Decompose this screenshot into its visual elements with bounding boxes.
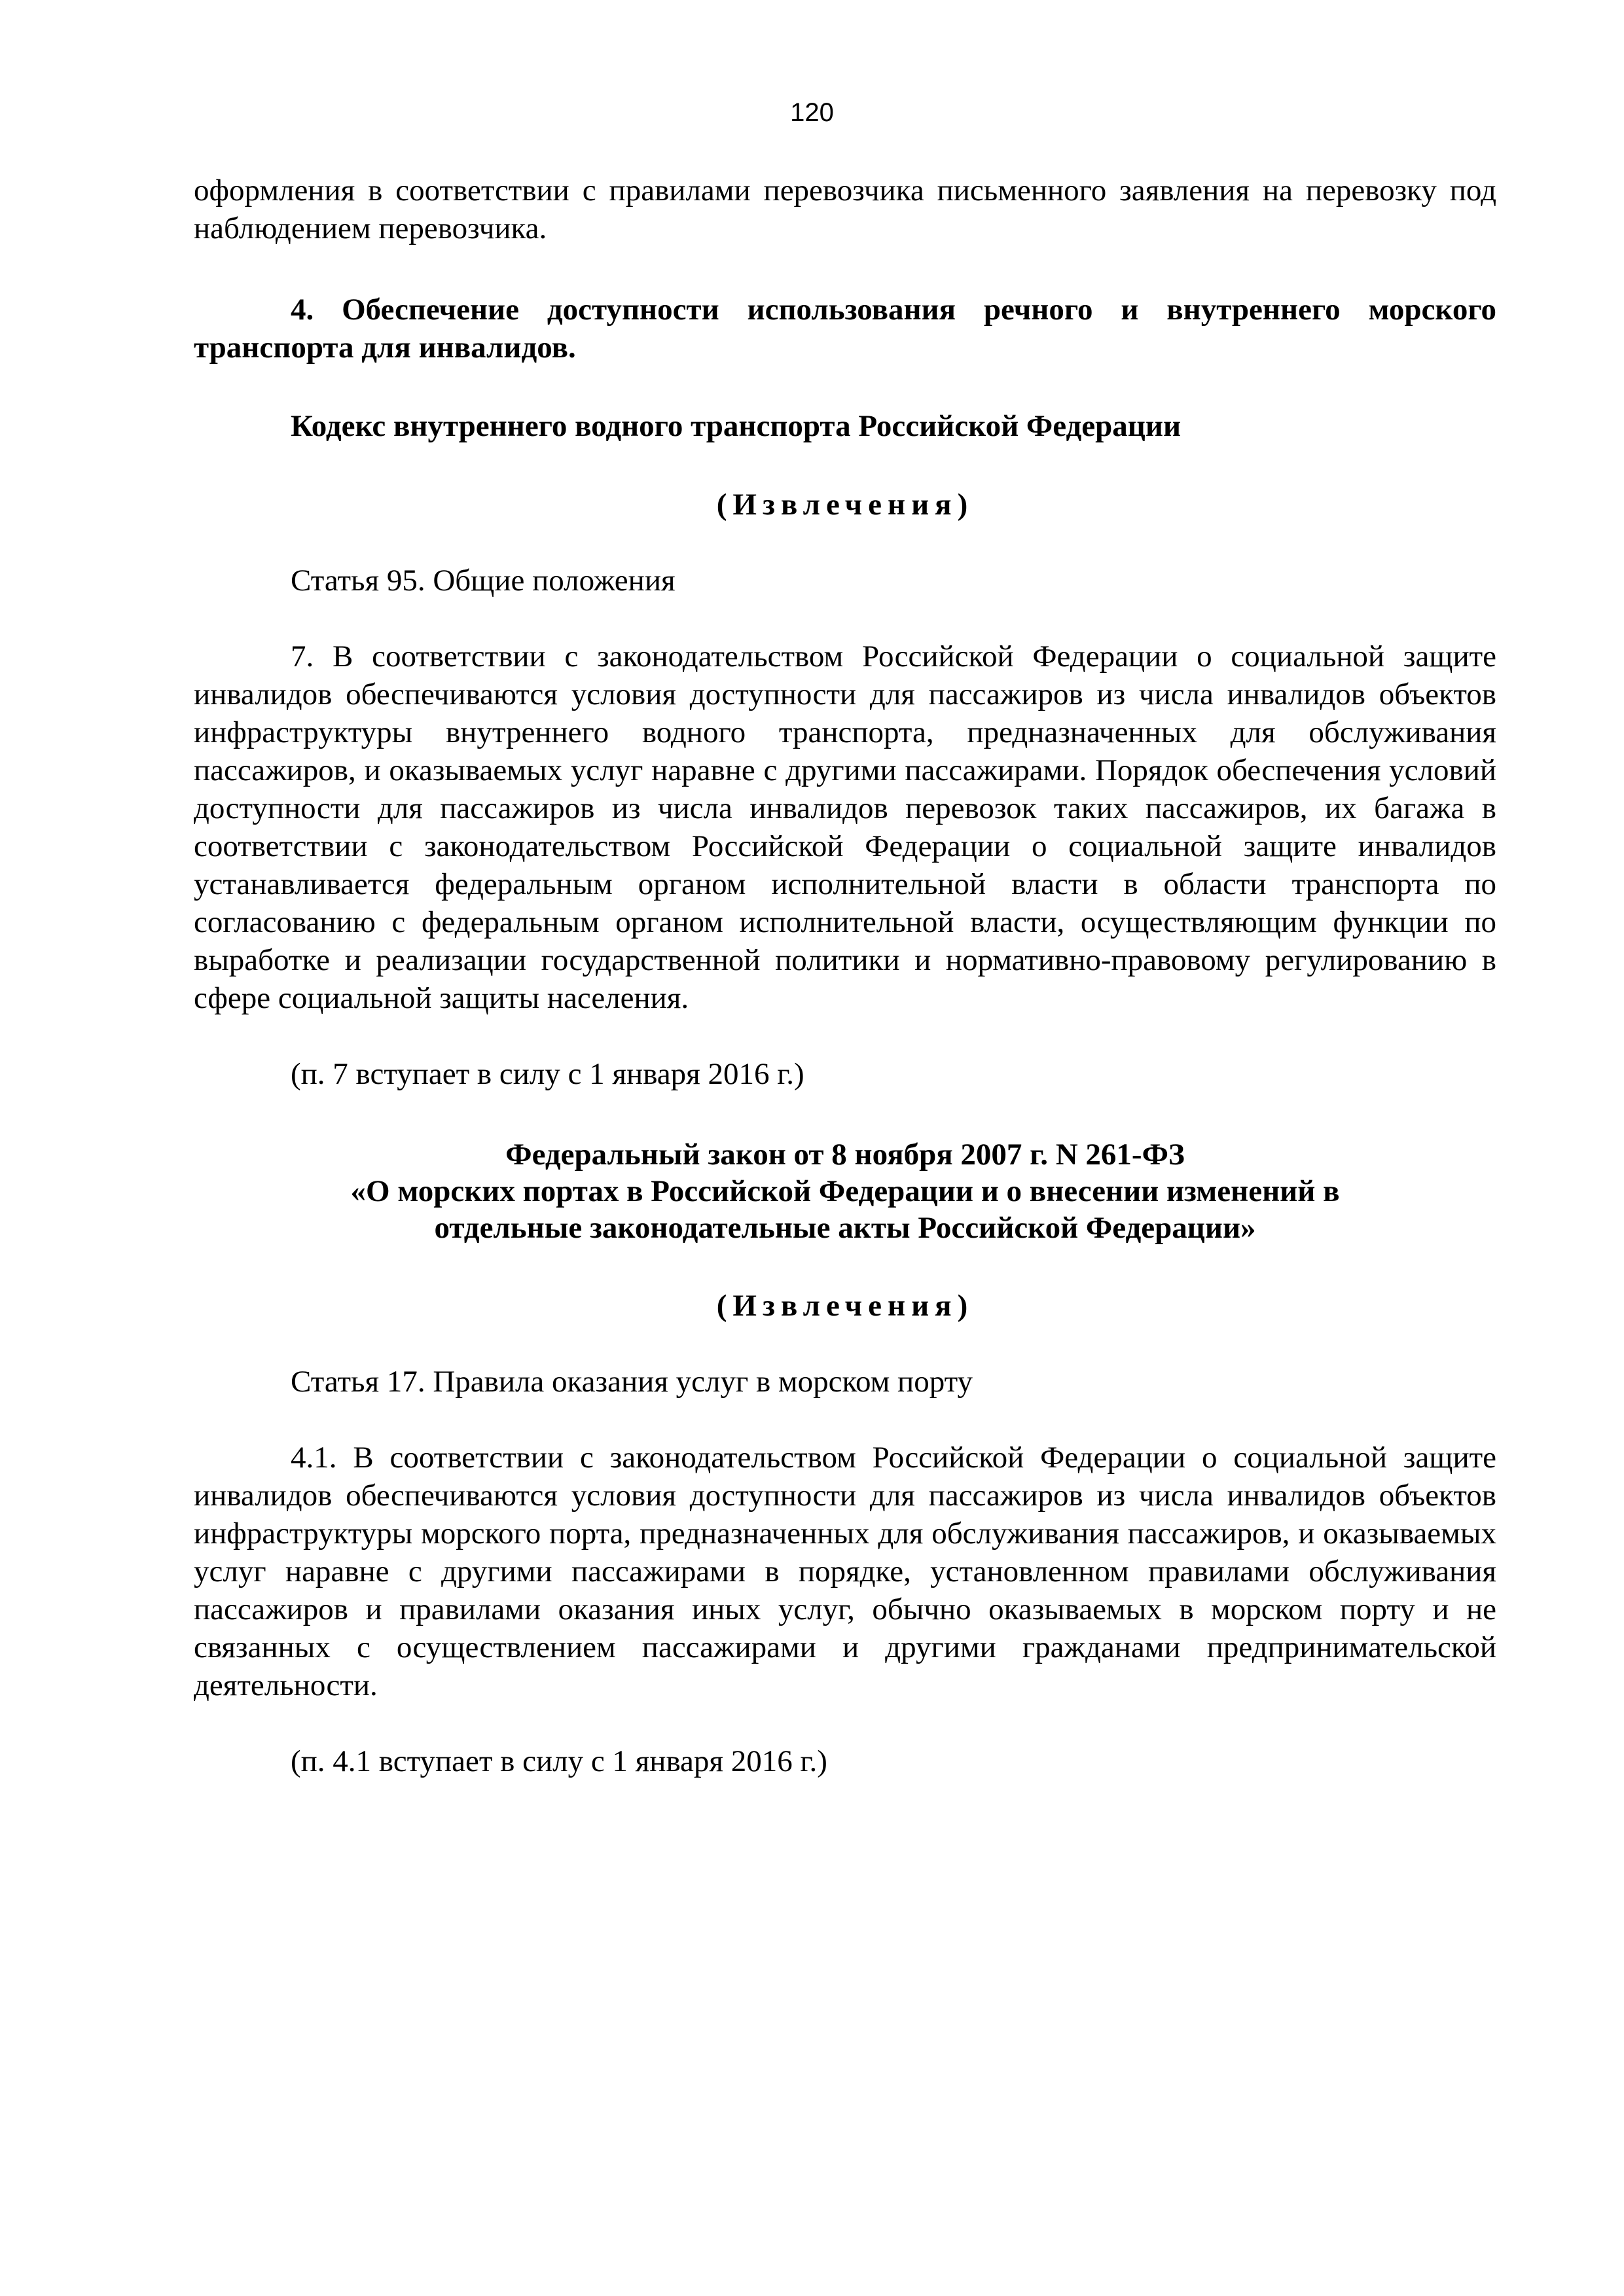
- document-body: [194, 171, 1496, 1780]
- law-title-line: отдельные законодательные акты Российской Федерации»: [434, 1211, 1256, 1245]
- continuation-paragraph: оформления в соответствии с правилами перевозчика письменного заявления на перевозку под наблюдением перевозчика.: [194, 173, 1496, 245]
- extract-label: (Извлечения): [716, 1289, 974, 1323]
- law-title-line: Федеральный закон от 8 ноября 2007 г. N 261-ФЗ: [505, 1138, 1185, 1172]
- article-title: Статья 17. Правила оказания услуг в морском порту: [291, 1365, 973, 1399]
- effective-date-note: (п. 4.1 вступает в силу с 1 января 2016 г.): [291, 1744, 827, 1778]
- extract-label: (Извлечения): [716, 488, 974, 522]
- section-heading: 4. Обеспечение доступности использования речного и внутреннего морского транспорта для инвалидов.: [194, 293, 1496, 365]
- effective-date-note: (п. 7 вступает в силу с 1 января 2016 г.): [291, 1057, 804, 1091]
- code-title: Кодекс внутреннего водного транспорта Российской Федерации: [291, 409, 1182, 443]
- article-title: Статья 95. Общие положения: [291, 564, 676, 598]
- law-title-line: «О морских портах в Российской Федерации и о внесении изменений в: [350, 1174, 1340, 1208]
- law-title: [194, 1136, 1496, 1246]
- article-paragraph: 4.1. В соответствии с законодательством Российской Федерации о социальной защите инвалидов обеспечиваются условия доступности для пассажиров из числа инвалидов объектов инфраструктуры морского порта, предназначенных для обслуживания пассажиров, и оказываемых услуг наравне с другими пассажирами в порядке, установленном правилами обслуживания пассажиров и правилами оказания иных услуг, обычно оказываемых в морском порту и не связанных с осуществлением пассажирами и другими гражданами предпринимательской деятельности.: [194, 1441, 1496, 1702]
- page-number: 120: [790, 98, 834, 127]
- article-paragraph: 7. В соответствии с законодательством Российской Федерации о социальной защите инвалидов обеспечиваются условия доступности для пассажиров из числа инвалидов объектов инфраструктуры внутреннего водного транспорта, предназначенных для обслуживания пассажиров, и оказываемых услуг наравне с другими пассажирами. Порядок обеспечения условий доступности для пассажиров из числа инвалидов перевозок таких пассажиров, их багажа в соответствии с законодательством Российской Федерации о социальной защите инвалидов устанавливается федеральным органом исполнительной власти в области транспорта по согласованию с федеральным органом исполнительной власти, осуществляющим функции по выработке и реализации государственной политики и нормативно-правовому регулированию в сфере социальной защиты населения.: [194, 639, 1496, 1015]
